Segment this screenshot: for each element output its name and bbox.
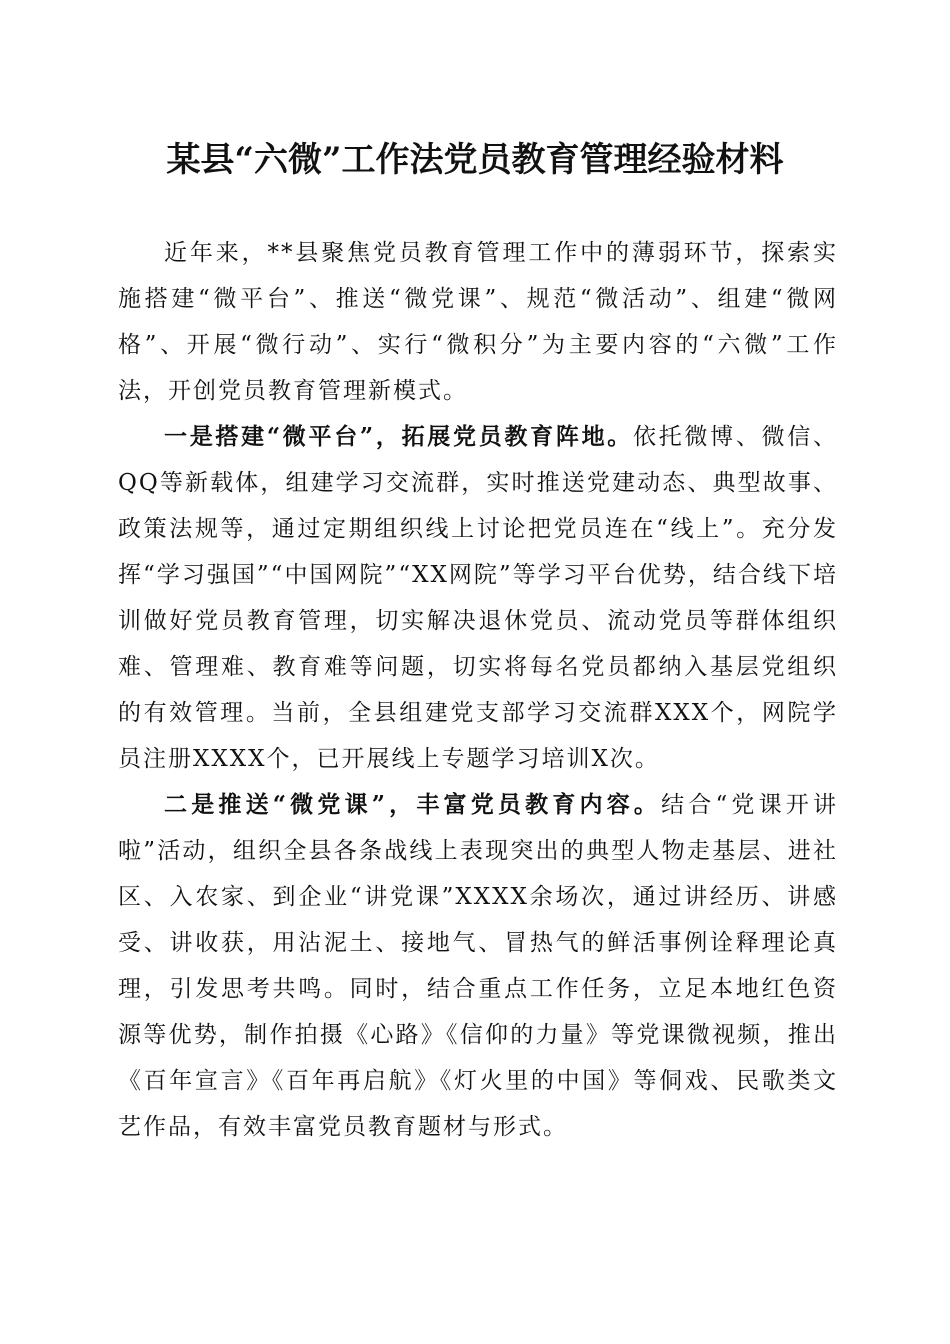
document-body <box>118 230 838 1150</box>
paragraph-micro-platform <box>118 414 838 782</box>
paragraph-text: 结合“党课开讲啦”活动，组织全县各条战线上表现突出的典型人物走基层、进社区、入农家、到企业“讲党课”XXXX余场次，通过讲经历、讲感受、讲收获，用沾泥土、接地气、冒热气的鲜活事例诠释理论真理，引发思考共鸣。同时，结合重点工作任务，立足本地红色资源等优势，制作拍摄《心路》《信仰的力量》等党课微视频，推出《百年宣言》《百年再启航》《灯火里的中国》等侗戏、民歌类文艺作品，有效丰富党员教育题材与形式。 <box>118 792 838 1140</box>
paragraph-text: 近年来，**县聚焦党员教育管理工作中的薄弱环节，探索实施搭建“微平台”、推送“微党课”、规范“微活动”、组建“微网格”、开展“微行动”、实行“微积分”为主要内容的“六微”工作法，开创党员教育管理新模式。 <box>118 240 838 404</box>
paragraph-text: 依托微博、微信、QQ等新载体，组建学习交流群，实时推送党建动态、典型故事、政策法规等，通过定期组织线上讨论把党员连在“线上”。充分发挥“学习强国”“中国网院”“XX网院”等学习平台优势，结合线下培训做好党员教育管理，切实解决退休党员、流动党员等群体组织难、管理难、教育难等问题，切实将每名党员都纳入基层党组织的有效管理。当前，全县组建党支部学习交流群XXX个，网院学员注册XXXX个，已开展线上专题学习培训X次。 <box>118 424 839 772</box>
paragraph-lead: 一是搭建“微平台”，拓展党员教育阵地。 <box>164 423 634 450</box>
paragraph-intro <box>118 230 838 414</box>
paragraph-micro-lesson <box>118 782 838 1150</box>
paragraph-lead: 二是推送“微党课”，丰富党员教育内容。 <box>164 791 662 818</box>
document-title: 某县“六微”工作法党员教育管理经验材料 <box>166 140 784 180</box>
